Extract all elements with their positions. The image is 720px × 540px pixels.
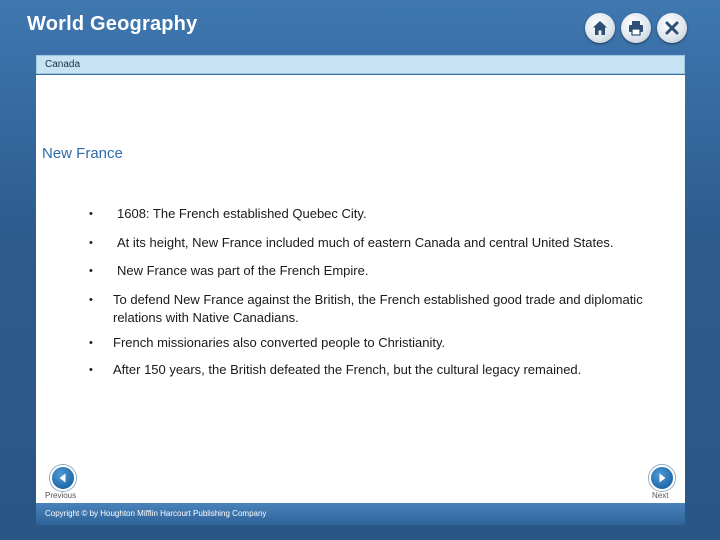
previous-button[interactable] — [50, 465, 76, 491]
arrow-right-icon — [656, 472, 668, 484]
bullet-list — [36, 75, 685, 503]
slide-title: New France — [42, 145, 123, 162]
app-title: World Geography — [27, 13, 198, 35]
bullet-icon: • — [89, 337, 93, 349]
previous-label[interactable]: Previous — [45, 491, 77, 500]
bullet-icon: • — [89, 208, 93, 220]
bullet-text: At its height, New France included much of eastern Canada and central United States. — [117, 235, 614, 250]
copyright-text: Copyright © by Houghton Mifflin Harcourt Publishing Company — [45, 509, 267, 518]
next-button[interactable] — [649, 465, 675, 491]
breadcrumb-label: Canada — [45, 59, 81, 70]
bullet-icon: • — [89, 294, 93, 306]
bullet-text: 1608: The French established Quebec City. — [117, 206, 367, 221]
bullet-icon: • — [89, 364, 93, 376]
print-icon[interactable] — [621, 13, 651, 43]
bullet-text: New France was part of the French Empire. — [117, 263, 369, 278]
footer-bar — [36, 503, 685, 525]
arrow-left-icon — [57, 472, 69, 484]
bullet-icon: • — [89, 237, 93, 249]
slide-content — [36, 75, 685, 503]
bullet-text: French missionaries also converted people to Christianity. — [113, 335, 446, 350]
toolbar — [585, 13, 687, 43]
close-icon[interactable] — [657, 13, 687, 43]
breadcrumb — [36, 55, 685, 74]
next-label[interactable]: Next — [652, 491, 669, 500]
bullet-text: After 150 years, the British defeated the French, but the cultural legacy remained. — [113, 362, 582, 377]
bullet-icon: • — [89, 265, 93, 277]
bullet-text: To defend New France against the British, the French established good trade and diplomatic relations with Native Canadians. — [113, 292, 643, 325]
home-icon[interactable] — [585, 13, 615, 43]
